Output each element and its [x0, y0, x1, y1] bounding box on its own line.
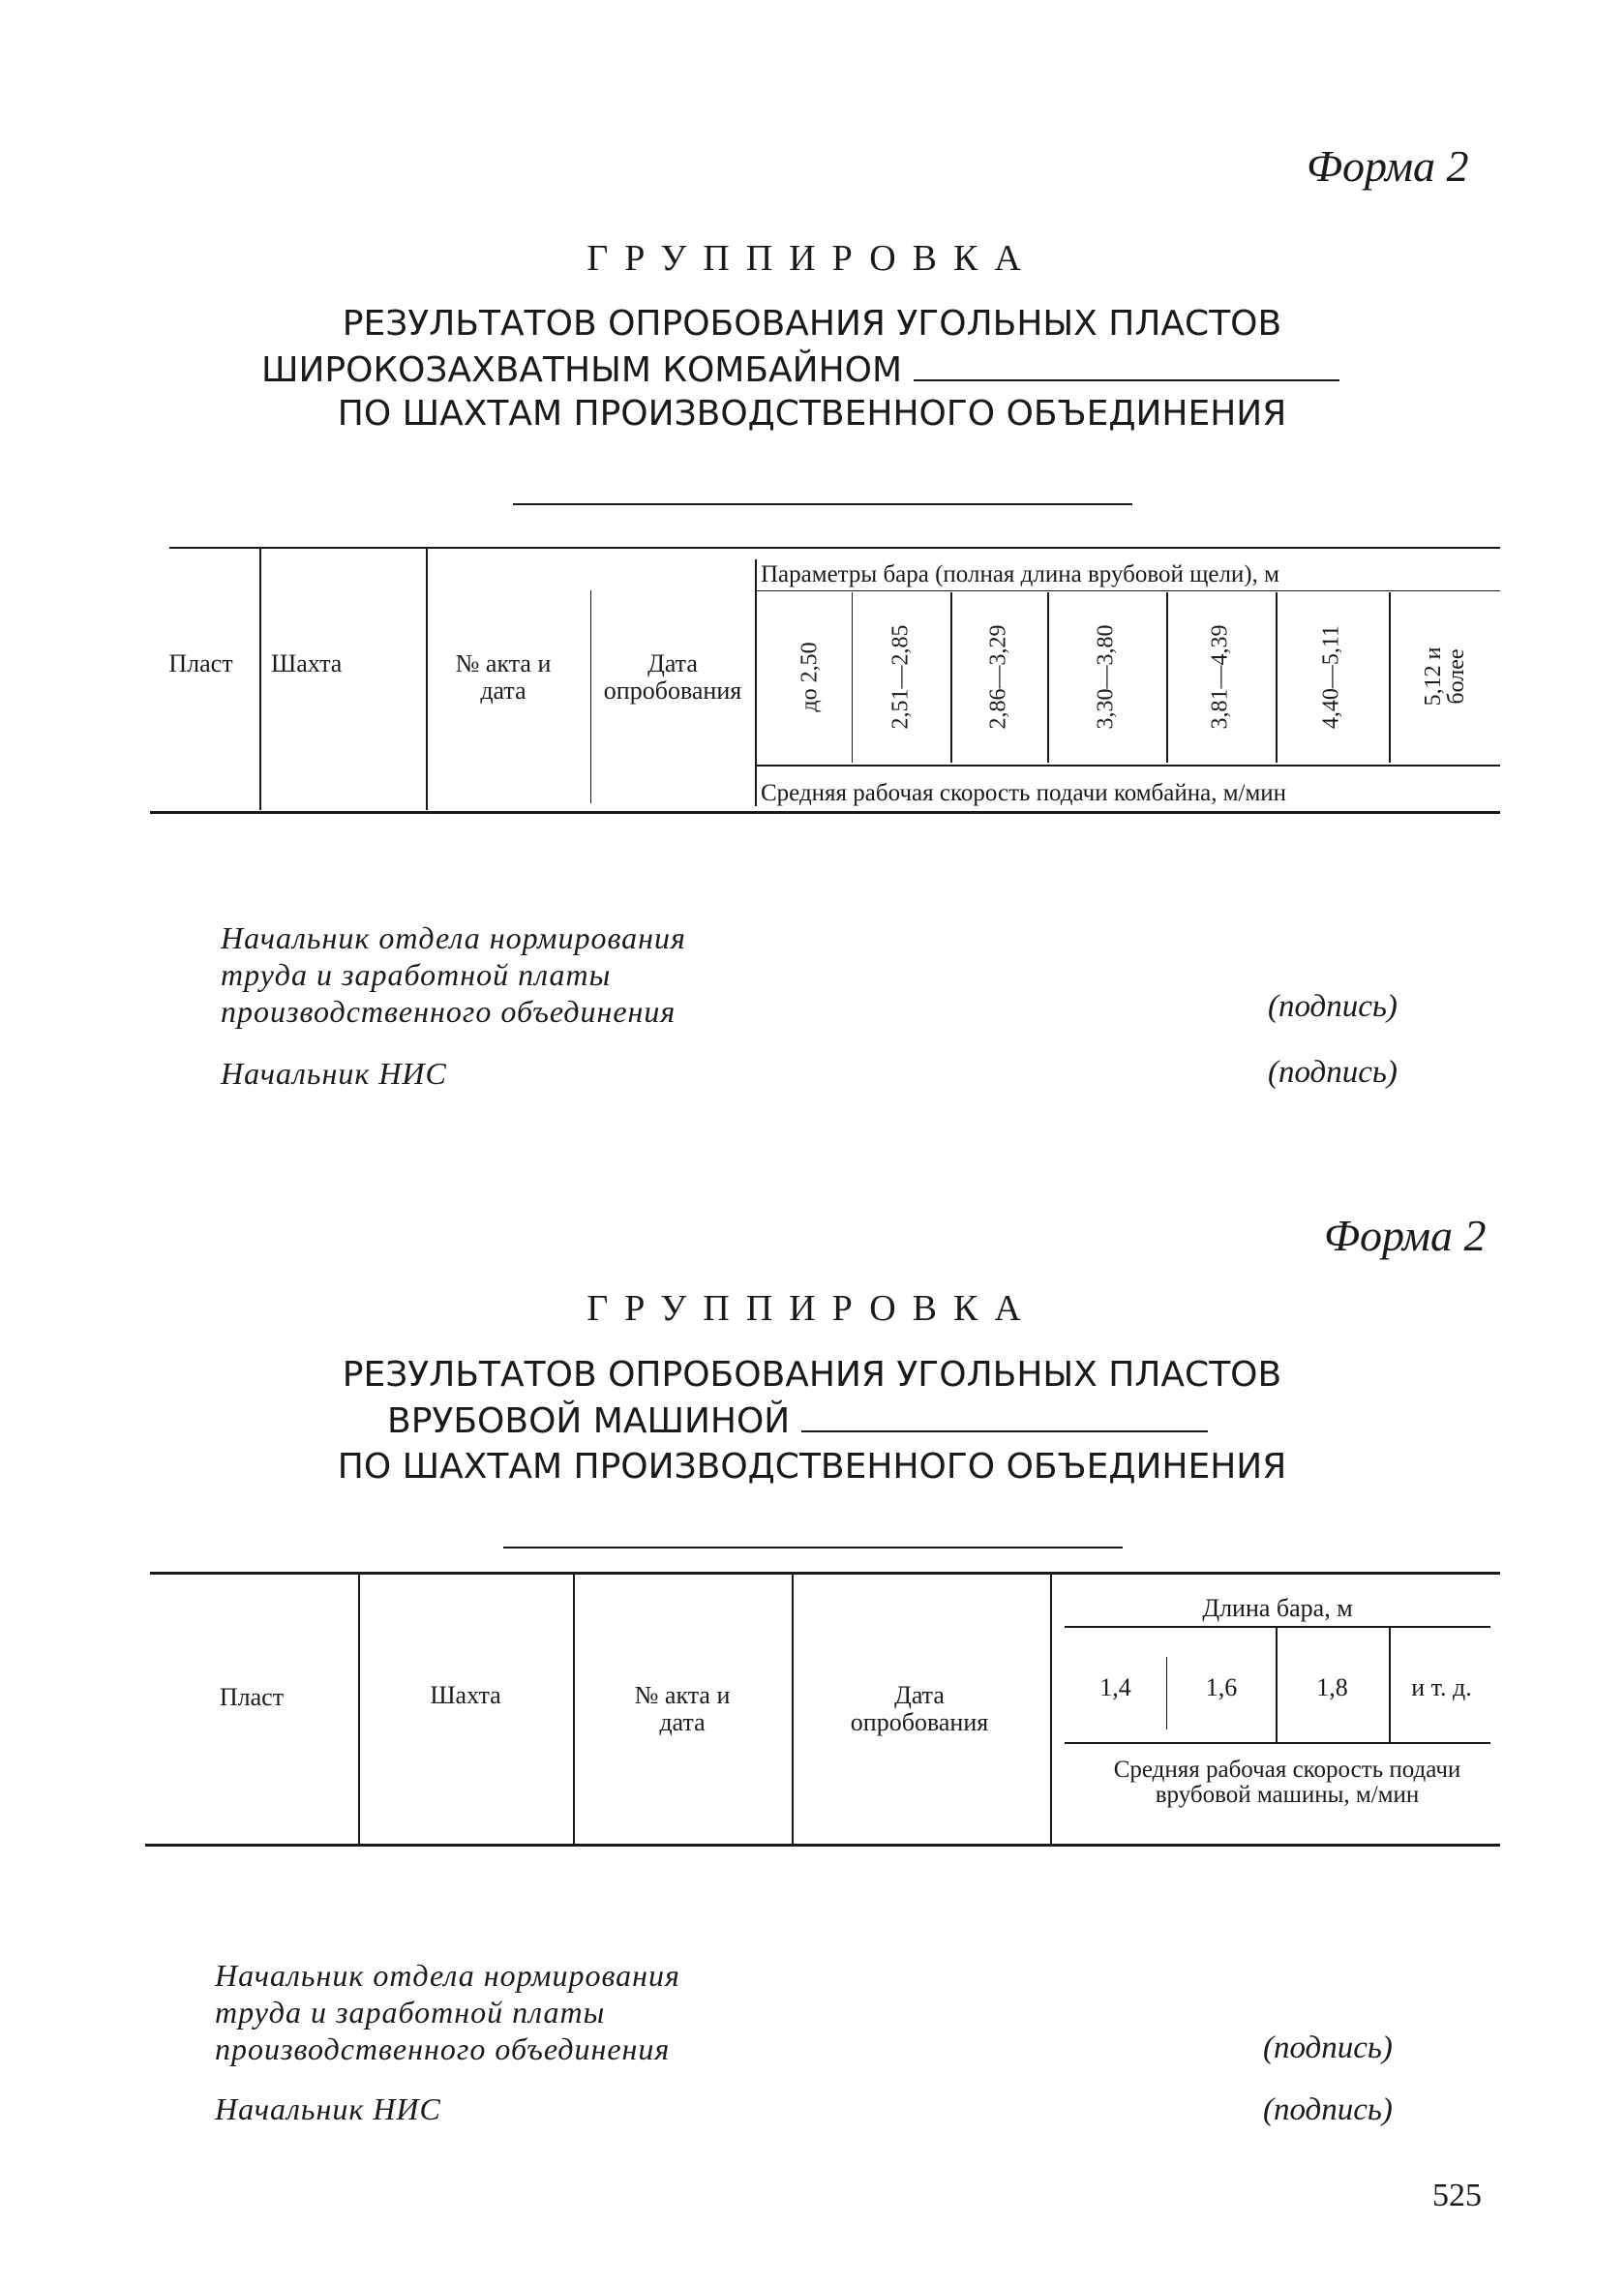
- form1-table-bottom-rule: [150, 811, 1500, 814]
- form1-table-top-rule: [169, 547, 1500, 549]
- form1-range-1: 2,51—2,85: [887, 624, 914, 730]
- form2-col-plast: Пласт: [219, 1683, 285, 1711]
- form1-sig1-podpis: (подпись): [1268, 989, 1398, 1024]
- form2-machine-blank: [801, 1430, 1208, 1432]
- form1-subtitle-blank: [513, 503, 1132, 505]
- form1-heading-line3: ПО ШАХТАМ ПРОИЗВОДСТВЕННОГО ОБЪЕДИНЕНИЯ: [337, 394, 1287, 434]
- form2-length-2: 1,8: [1316, 1673, 1348, 1701]
- form1-range-0: до 2,50: [797, 642, 823, 712]
- form2-col-akt: № акта и дата: [634, 1681, 731, 1736]
- form1-range-6: 5,12 и более: [1421, 646, 1469, 707]
- form1-range-2: 2,86—3,29: [985, 624, 1011, 730]
- form1-sig2-podpis: (подпись): [1268, 1055, 1398, 1090]
- page-number: 525: [1432, 2178, 1482, 2213]
- form2-col-data: Дата опробования: [850, 1681, 989, 1736]
- form1-heading-line1: РЕЗУЛЬТАТОВ ОПРОБОВАНИЯ УГОЛЬНЫХ ПЛАСТОВ: [342, 304, 1282, 344]
- form1-group-header: Параметры бара (полная длина врубовой щели), м: [761, 561, 1279, 587]
- form1-range-3: 3,30—3,80: [1093, 624, 1119, 730]
- form1-range-5: 4,40—5,11: [1318, 624, 1344, 730]
- form2-sig2: Начальник НИС: [215, 2091, 441, 2126]
- form2-heading-line1: РЕЗУЛЬТАТОВ ОПРОБОВАНИЯ УГОЛЬНЫХ ПЛАСТОВ: [342, 1355, 1282, 1395]
- form1-spaced-title: ГРУППИРОВКА: [586, 238, 1038, 279]
- form2-length-1: 1,6: [1205, 1673, 1238, 1701]
- form1-col-plast: Пласт: [168, 649, 233, 677]
- form2-subtitle-blank: [503, 1547, 1123, 1548]
- form2-footer: Средняя рабочая скорость подачи врубовой машины, м/мин: [1113, 1757, 1461, 1808]
- form1-sig1: Начальник отдела нормирования труда и заработной платы производственного объединения: [221, 920, 686, 1029]
- form2-spaced-title: ГРУППИРОВКА: [586, 1288, 1038, 1329]
- form1-range-4: 3,81—4,39: [1207, 624, 1233, 730]
- form2-length-3: и т. д.: [1411, 1673, 1472, 1701]
- form2-group-header: Длина бара, м: [1202, 1594, 1353, 1622]
- form2-sig1: Начальник отдела нормирования труда и заработной платы производственного объединения: [215, 1958, 680, 2066]
- form2-col-shakhta: Шахта: [430, 1681, 501, 1709]
- form1-heading-line2: ШИРОКОЗАХВАТНЫМ КОМБАЙНОМ: [261, 348, 1339, 392]
- form1-footer: Средняя рабочая скорость подачи комбайна, м/мин: [761, 780, 1287, 806]
- form1-col-data: Дата опробования: [603, 649, 742, 705]
- form1-col-akt: № акта и дата: [455, 649, 552, 705]
- form1-sig2: Начальник НИС: [221, 1056, 447, 1091]
- form1-machine-blank: [914, 379, 1339, 381]
- form1-col-shakhta: Шахта: [271, 649, 343, 677]
- form1-label: Форма 2: [1307, 141, 1469, 191]
- form2-table-top-rule: [150, 1572, 1500, 1575]
- form2-length-0: 1,4: [1099, 1673, 1131, 1701]
- form2-sig1-podpis: (подпись): [1263, 2030, 1393, 2065]
- form2-label: Форма 2: [1324, 1211, 1487, 1260]
- form2-heading-line2: ВРУБОВОЙ МАШИНОЙ: [387, 1399, 1208, 1443]
- form2-table-bottom-rule: [145, 1844, 1500, 1847]
- form2-heading-line3: ПО ШАХТАМ ПРОИЗВОДСТВЕННОГО ОБЪЕДИНЕНИЯ: [337, 1447, 1287, 1487]
- form2-sig2-podpis: (подпись): [1263, 2092, 1393, 2127]
